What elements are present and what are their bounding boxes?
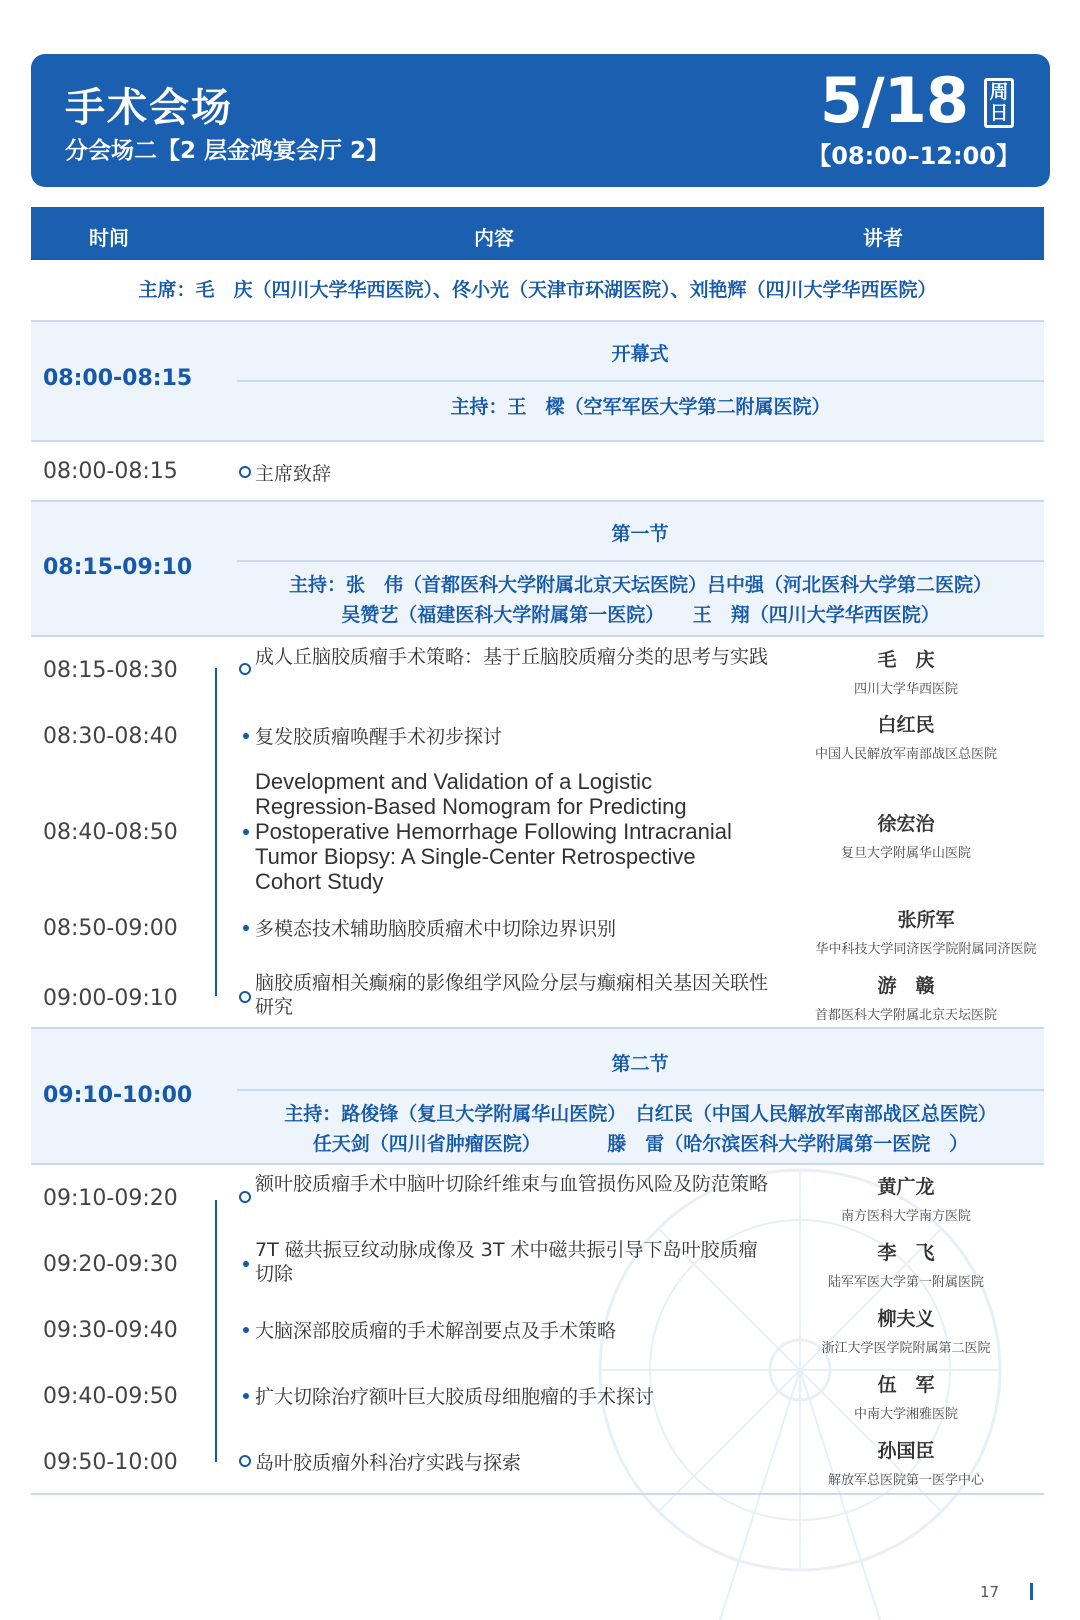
item-title: 岛叶胶质瘤外科治疗实践与探索 [255, 1452, 522, 1474]
speaker [771, 809, 1041, 861]
timeline-dot-icon [243, 829, 249, 835]
speaker-name: 张所军 [897, 909, 955, 931]
item-title: 复发胶质瘤唤醒手术初步探讨 [255, 726, 503, 748]
item-time: 09:20-09:30 [43, 1252, 178, 1277]
section2-host-line1: 主持：路俊锋（复旦大学附属华山医院） 白红民（中国人民解放军南部战区总医院） [284, 1103, 997, 1125]
section1-name: 第一节 [611, 523, 669, 545]
speaker-org: 浙江大学医学院附属第二医院 [821, 1341, 991, 1356]
section2-band [31, 1027, 1044, 1165]
item-title: 额叶胶质瘤手术中脑叶切除纤维束与血管损伤风险及防范策略 [255, 1173, 769, 1195]
item-title: Development and Validation of a Logistic Regression-Based Nomogram for Predicting Postoperative Hemorrhage Following Intracranial Tumor Biopsy: A Single-Center Retrospective Cohort Study [255, 769, 732, 894]
session-time-range: 【08:00–12:00】 [807, 142, 1020, 170]
timeline-dot-icon [243, 925, 249, 931]
section1-host-line1: 主持：张 伟（首都医科大学附属北京天坛医院）吕中强（河北医科大学第二医院） [288, 574, 992, 596]
list-item [31, 1429, 1044, 1493]
speaker [771, 1436, 1041, 1488]
list-item [31, 965, 1044, 1027]
opening-time: 08:00-08:15 [43, 366, 193, 391]
speaker-name: 毛 庆 [877, 649, 935, 671]
column-time: 时间 [89, 226, 129, 250]
item-title: 扩大切除治疗额叶巨大胶质母细胞瘤的手术探讨 [255, 1386, 655, 1408]
speaker-org: 陆军军医大学第一附属医院 [827, 1275, 984, 1290]
speaker-name: 徐宏治 [877, 813, 935, 835]
item-time: 09:30-09:40 [43, 1318, 178, 1343]
speaker-name: 游 赣 [877, 975, 935, 997]
list-item [31, 637, 1044, 703]
list-item [31, 899, 1044, 965]
item-time: 08:30-08:40 [43, 724, 178, 749]
item-title: 多模态技术辅助脑胶质瘤术中切除边界识别 [255, 918, 617, 940]
list-item [31, 442, 1044, 502]
timeline-dot-icon [243, 1261, 249, 1267]
timeline-dot-icon [243, 1327, 249, 1333]
item-time: 09:50-10:00 [43, 1450, 178, 1475]
section1-host-line2: 吴赞艺（福建医科大学附属第一医院） 王 翔（四川大学华西医院） [341, 604, 940, 626]
speaker-org: 南方医科大学南方医院 [840, 1209, 971, 1224]
list-item [31, 703, 1044, 769]
item-title: 7T 磁共振豆纹动脉成像及 3T 术中磁共振引导下岛叶胶质瘤切除 [255, 1239, 758, 1285]
speaker [771, 1238, 1041, 1290]
list-item [31, 1363, 1044, 1429]
column-header-bar [31, 207, 1044, 260]
venue-title: 手术会场 [65, 85, 233, 131]
band-divider [237, 380, 1044, 382]
list-item [31, 1165, 1044, 1231]
speaker-name: 李 飞 [877, 1242, 935, 1264]
timeline-dot-icon [239, 991, 251, 1003]
speaker [791, 905, 1061, 957]
opening-host: 主持：王 樑（空军军医大学第二附属医院） [450, 396, 831, 418]
speaker [771, 1172, 1041, 1224]
opening-band [31, 320, 1044, 442]
table-bottom-divider [31, 1493, 1044, 1495]
timeline-dot-icon [243, 733, 249, 739]
section1-time: 08:15-09:10 [43, 555, 193, 580]
speaker-org: 华中科技大学同济医学院附属同济医院 [815, 942, 1037, 957]
speaker-org: 首都医科大学附属北京天坛医院 [814, 1008, 997, 1023]
list-item [31, 1297, 1044, 1363]
item-title: 主席致辞 [255, 463, 332, 485]
item-time: 08:40-08:50 [43, 820, 178, 845]
section2-host-line2: 任天剑（四川省肿瘤医院） 滕 雷（哈尔滨医科大学附属第一医院 ） [312, 1133, 969, 1155]
speaker-org: 中南大学湘雅医院 [853, 1407, 958, 1422]
speaker-org: 四川大学华西医院 [853, 682, 958, 697]
hall-subtitle: 分会场二【2 层金鸿宴会厅 2】 [65, 138, 390, 164]
speaker-org: 复旦大学附属华山医院 [840, 846, 971, 861]
section1-band [31, 500, 1044, 637]
item-title: 成人丘脑胶质瘤手术策略：基于丘脑胶质瘤分类的思考与实践 [255, 646, 769, 668]
speaker-name: 黄广龙 [877, 1176, 935, 1198]
speaker-name: 柳夫义 [877, 1308, 935, 1330]
band-divider [237, 1089, 1044, 1091]
speaker [771, 710, 1041, 762]
item-time: 09:00-09:10 [43, 986, 178, 1011]
chairs-line: 主席：毛 庆（四川大学华西医院）、佟小光（天津市环湖医院）、刘艳辉（四川大学华西医院） [138, 279, 937, 301]
timeline-dot-icon [243, 1393, 249, 1399]
speaker-org: 中国人民解放军南部战区总医院 [814, 747, 997, 762]
speaker [771, 1304, 1041, 1356]
page-number: 17 [980, 1583, 1000, 1601]
speaker-name: 伍 军 [877, 1374, 935, 1396]
timeline-dot-icon [239, 1455, 251, 1467]
timeline-dot-icon [239, 1191, 251, 1203]
session-header [31, 54, 1050, 187]
list-item [31, 769, 1044, 899]
session-date: 5/18 [819, 64, 968, 137]
speaker-name: 白红民 [877, 714, 935, 736]
speaker [771, 645, 1041, 697]
item-time: 08:00-08:15 [43, 459, 178, 484]
item-time: 09:40-09:50 [43, 1384, 178, 1409]
weekday-badge: 周日 [984, 78, 1014, 128]
page-marker [1030, 1583, 1033, 1600]
speaker [771, 1370, 1041, 1422]
band-divider [237, 560, 1044, 562]
item-title: 脑胶质瘤相关癫痫的影像组学风险分层与癫痫相关基因关联性研究 [255, 972, 769, 1018]
timeline-dot-icon [239, 466, 251, 478]
speaker-org: 解放军总医院第一医学中心 [827, 1473, 984, 1488]
item-title: 大脑深部胶质瘤的手术解剖要点及手术策略 [255, 1320, 617, 1342]
speaker-name: 孙国臣 [877, 1440, 935, 1462]
list-item [31, 1231, 1044, 1297]
item-time: 09:10-09:20 [43, 1186, 178, 1211]
section2-time: 09:10-10:00 [43, 1083, 193, 1108]
speaker [771, 971, 1041, 1023]
opening-name: 开幕式 [611, 343, 669, 365]
timeline-dot-icon [239, 663, 251, 675]
item-time: 08:15-08:30 [43, 658, 178, 683]
column-speaker: 讲者 [863, 226, 903, 250]
item-time: 08:50-09:00 [43, 916, 178, 941]
section2-name: 第二节 [611, 1053, 669, 1075]
column-content: 内容 [474, 226, 514, 250]
